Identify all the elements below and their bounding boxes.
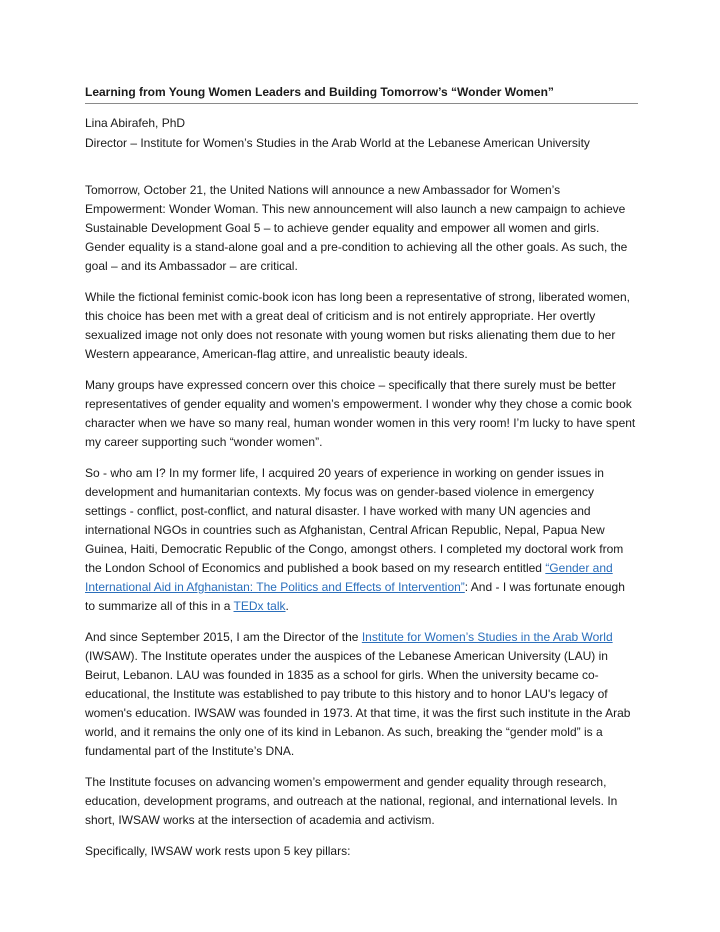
tedx-talk-link[interactable]: TEDx talk [233, 599, 286, 613]
paragraph-4-text-a: So - who am I? In my former life, I acquired 20 years of experience in working on gender issues in development and humanitarian contexts. My focus was on gender-based violence in emergency settings - conflict, post-conflict, and natural disaster. I have worked with many UN agencies and international NGOs in countries such as Afghanistan, Central African Republic, Nepal, Papua New Guinea, Haiti, Democratic Republic of the Congo, amongst others. I completed my doctoral work from the London School of Economics and published a book based on my research entitled [85, 466, 624, 575]
document-title: Learning from Young Women Leaders and Building Tomorrow’s “Wonder Women” [85, 84, 638, 104]
paragraph-5-text-a: And since September 2015, I am the Director of the [85, 630, 362, 644]
paragraph-1: Tomorrow, October 21, the United Nations will announce a new Ambassador for Women’s Empowerment: Wonder Woman. This new announcement will also launch a new campaign to achieve Sustainable Development Goal 5 – to achieve gender equality and empower all women and girls. Gender equality is a stand-alone goal and a pre-condition to achieving all the other goals. As such, the goal – and its Ambassador – are critical. [85, 183, 628, 273]
paragraph-5-text-b: (IWSAW). The Institute operates under the auspices of the Lebanese American University (LAU) in Beirut, Lebanon. LAU was founded in 1835 as a school for girls. When the university became co-educational, the Institute was established to pay tribute to this history and to honor LAU's legacy of women's education. IWSAW was founded in 1973. At that time, it was the first such institute in the Arab world, and it remains the only one of its kind in Lebanon. As such, breaking the “gender mold” is a fundamental part of the Institute’s DNA. [85, 649, 631, 758]
paragraph-7: Specifically, IWSAW work rests upon 5 key pillars: [85, 844, 351, 858]
paragraph-6: The Institute focuses on advancing women’s empowerment and gender equality through research, education, development programs, and outreach at the national, regional, and international levels. In short, IWSAW works at the intersection of academia and activism. [85, 775, 618, 827]
author-position: Director – Institute for Women’s Studies in the Arab World at the Lebanese American University [85, 135, 590, 150]
document-content [85, 84, 638, 873]
paragraph-4 [85, 464, 638, 616]
author-block [85, 114, 638, 153]
paragraph-5 [85, 628, 638, 761]
iwsaw-link[interactable]: Institute for Women’s Studies in the Arab World [361, 630, 613, 644]
paragraph-4-text-c: . [285, 599, 289, 613]
document-body [85, 181, 638, 861]
paragraph-4-text-b: : And - I was fortunate enough to summarize all of this in a [85, 580, 625, 613]
paragraph-3: Many groups have expressed concern over this choice – specifically that there surely must be better representatives of gender equality and women’s empowerment. I wonder why they chose a comic book character when we have so many real, human wonder women in this very room! I’m lucky to have spent my career supporting such “wonder women”. [85, 378, 636, 449]
paragraph-2: While the fictional feminist comic-book icon has long been a representative of strong, liberated women, this choice has been met with a great deal of criticism and is not entirely appropriate. Her overtly sexualized image not only does not resonate with young women but risks alienating them due to her Western appearance, American-flag attire, and unrealistic beauty ideals. [85, 290, 630, 361]
author-name: Lina Abirafeh, PhD [85, 116, 186, 130]
book-title-link[interactable]: “Gender and International Aid in Afghanistan: The Politics and Effects of Intervention” [85, 561, 613, 594]
